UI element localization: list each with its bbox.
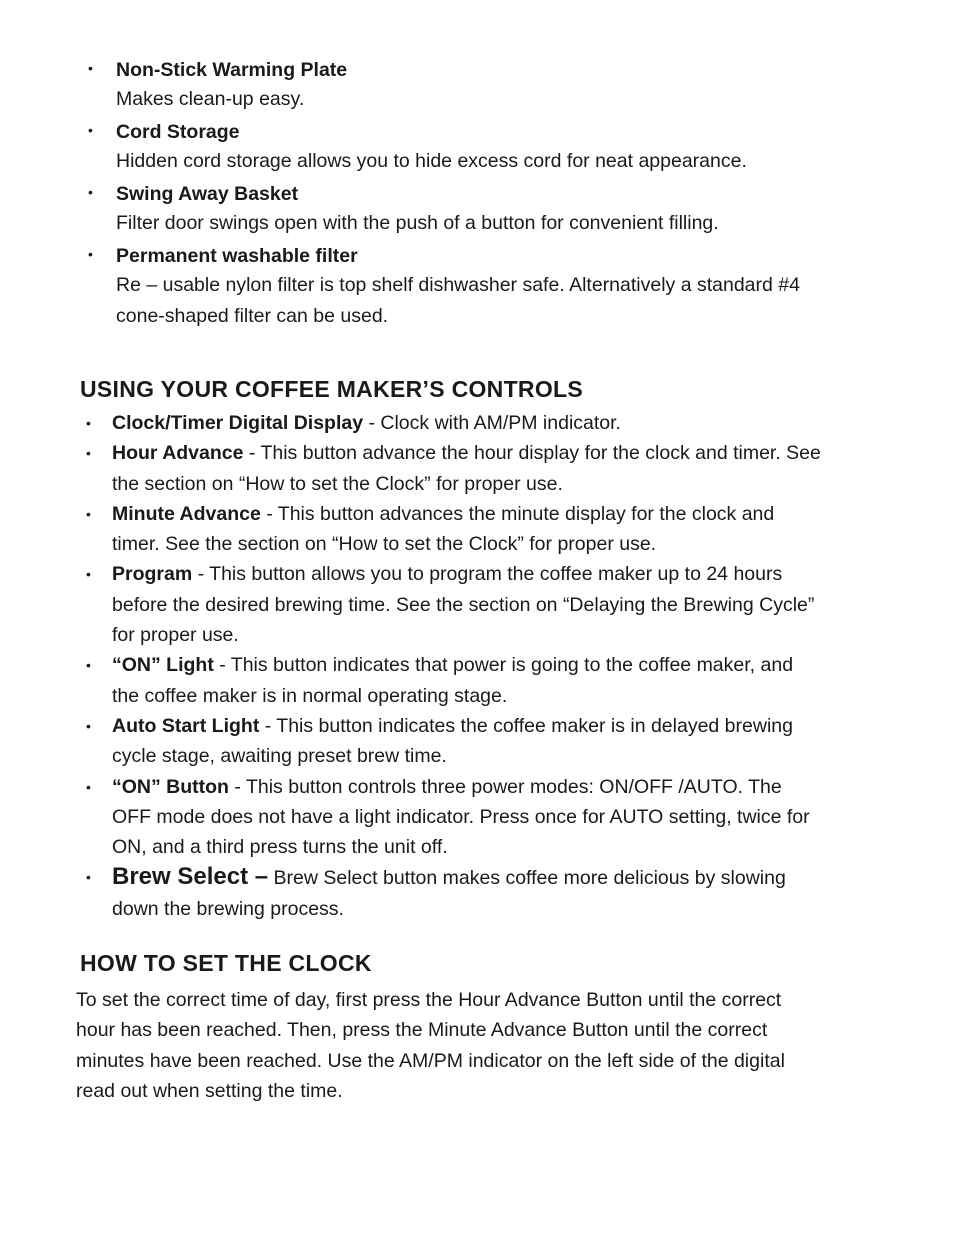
clock-instructions: To set the correct time of day, first press the Hour Advance Button until the correct hour has been reached. Then, press the Minute Advance Button until the correct minutes have been reached. Use the AM/PM indicator on the left side of the digital read out when setting the time. bbox=[76, 989, 785, 1102]
control-item bbox=[86, 711, 821, 772]
control-item bbox=[86, 438, 821, 499]
control-item bbox=[86, 408, 821, 438]
feature-item bbox=[88, 118, 828, 177]
feature-description: Makes clean-up easy. bbox=[116, 88, 305, 110]
bullet-icon: • bbox=[88, 246, 93, 262]
control-term: “ON” Button bbox=[112, 775, 229, 798]
control-description: - This button indicates the coffee maker is in delayed brewing cycle stage, awaiting preset brew time. bbox=[112, 714, 793, 768]
control-term: Auto Start Light bbox=[112, 714, 260, 737]
control-term: Program bbox=[112, 563, 193, 586]
feature-description: Hidden cord storage allows you to hide excess cord for neat appearance. bbox=[116, 150, 747, 172]
control-description: - This button controls three power modes: ON/OFF /AUTO. The OFF mode does not have a light indicator. Press once for AUTO setting, twice for ON, and a third press turns the unit off. bbox=[112, 775, 810, 859]
control-term: Clock/Timer Digital Display bbox=[112, 412, 364, 434]
feature-title: Non-Stick Warming Plate bbox=[116, 59, 348, 81]
bullet-icon: • bbox=[86, 505, 91, 522]
control-item bbox=[86, 862, 821, 924]
bullet-icon: • bbox=[86, 566, 91, 583]
control-term: “ON” Light bbox=[112, 654, 214, 677]
bullet-icon: • bbox=[88, 184, 93, 200]
control-description: - This button allows you to program the coffee maker up to 24 hours before the desired brewing time. See the section on “Delaying the Brewing Cycle” for proper use. bbox=[112, 563, 815, 647]
bullet-icon: • bbox=[86, 657, 91, 674]
control-item bbox=[86, 559, 821, 650]
feature-item bbox=[88, 56, 828, 115]
control-description: - This button indicates that power is going to the coffee maker, and the coffee maker is in normal operating stage. bbox=[112, 654, 794, 707]
control-item bbox=[86, 772, 821, 863]
bullet-icon: • bbox=[86, 869, 91, 886]
control-description: - This button advance the hour display for the clock and timer. See the section on “How to set the Clock” for proper use. bbox=[112, 442, 821, 495]
bullet-icon: • bbox=[86, 415, 91, 431]
bullet-icon: • bbox=[88, 122, 93, 138]
control-item bbox=[86, 650, 821, 711]
bullet-icon: • bbox=[86, 445, 91, 462]
bullet-icon: • bbox=[88, 60, 93, 76]
control-term: Minute Advance bbox=[112, 502, 261, 525]
clock-heading: HOW TO SET THE CLOCK bbox=[80, 950, 372, 976]
bullet-icon: • bbox=[86, 717, 91, 734]
controls-list bbox=[86, 408, 821, 924]
feature-item bbox=[88, 242, 828, 332]
control-term: Brew Select – bbox=[112, 863, 269, 891]
feature-description: Filter door swings open with the push of a button for convenient filling. bbox=[116, 212, 719, 234]
control-description: - This button advances the minute display for the clock and timer. See the section on “How to set the Clock” for proper use. bbox=[112, 502, 775, 556]
feature-title: Permanent washable filter bbox=[116, 245, 358, 267]
feature-title: Swing Away Basket bbox=[116, 183, 299, 205]
bullet-icon: • bbox=[86, 778, 91, 795]
control-description: Brew Select button makes coffee more delicious by slowing down the brewing process. bbox=[112, 867, 786, 920]
control-item bbox=[86, 499, 821, 560]
control-term: Hour Advance bbox=[112, 442, 244, 465]
controls-heading: USING YOUR COFFEE MAKER’S CONTROLS bbox=[80, 376, 584, 402]
control-description: - Clock with AM/PM indicator. bbox=[363, 412, 621, 434]
features-list bbox=[88, 56, 828, 335]
feature-item bbox=[88, 180, 828, 239]
feature-title: Cord Storage bbox=[116, 121, 240, 143]
feature-description: Re – usable nylon filter is top shelf dishwasher safe. Alternatively a standard #4 cone-shaped filter can be used. bbox=[116, 274, 800, 327]
